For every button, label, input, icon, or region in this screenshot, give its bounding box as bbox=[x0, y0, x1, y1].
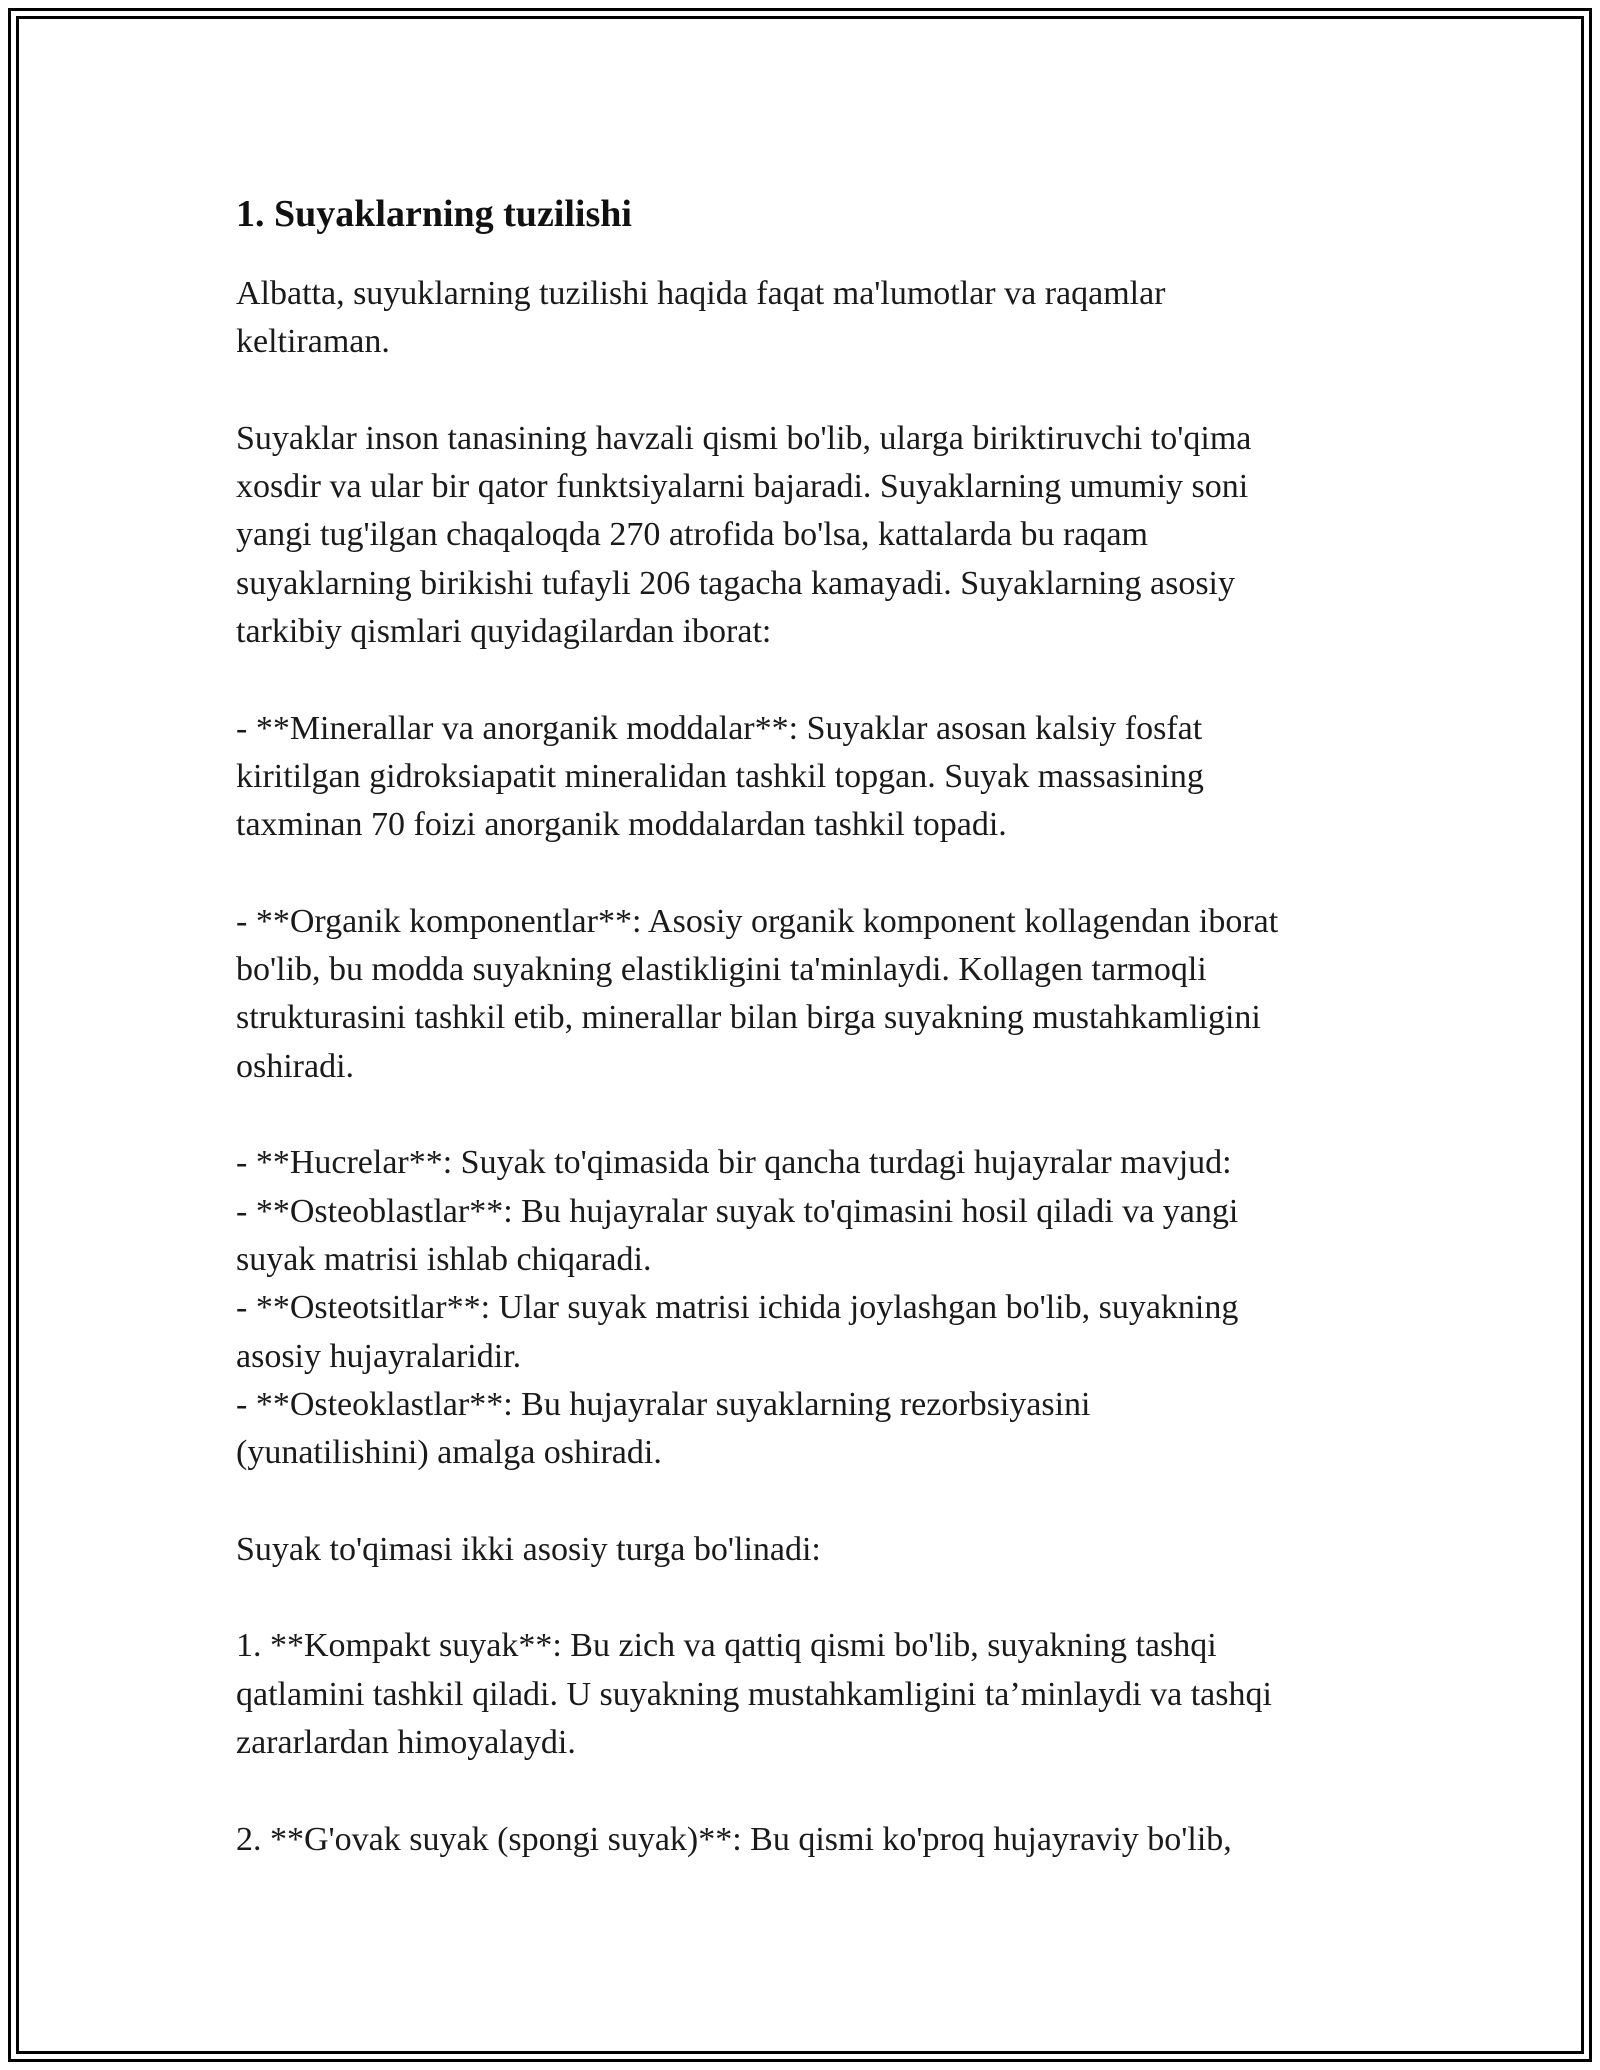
minerals-list-item: - **Minerallar va anorganik moddalar**: Suyaklar asosan kalsiy fosfat kiritilgan gidroksiapatit mineralidan tashkil topgan. Suyak massasining taxminan 70 foizi anorganik moddalardan tashkil topadi. bbox=[236, 709, 1204, 844]
organic-components-list-item: - **Organik komponentlar**: Asosiy organik komponent kollagendan iborat bo'lib, bu modda suyakning elastikligini ta'minlaydi. Kollagen tarmoqli strukturasini tashkil etib, minerallar bilan birga suyakning mustahkamligini oshiradi. bbox=[236, 902, 1279, 1085]
paragraph-gap bbox=[236, 1477, 1376, 1525]
paragraph-gap bbox=[236, 1091, 1376, 1139]
document-title: 1. Suyaklarning tuzilishi bbox=[236, 193, 632, 235]
spongy-bone-list-item: 2. **G'ovak suyak (spongi suyak)**: Bu qismi ko'proq hujayraviy bo'lib, bbox=[236, 1820, 1232, 1858]
cells-list-item: - **Hucrelar**: Suyak to'qimasida bir qancha turdagi hujayralar mavjud: - **Osteoblastlar**: Bu hujayralar suyak to'qimasini hosil qiladi va yangi suyak matrisi ishlab chiqaradi. - **Osteotsitlar**: Ular suyak matrisi ichida joylashgan bo'lib, suyakning asosiy hujayralaridir. - **Osteoklastlar**: Bu hujayralar suyaklarning rezorbsiyasini (yunatilishini) amalga oshiradi. bbox=[236, 1144, 1239, 1472]
compact-bone-list-item: 1. **Kompakt suyak**: Bu zich va qattiq qismi bo'lib, suyakning tashqi qatlamini tashkil qiladi. U suyakning mustahkamligini ta’minlaydi va tashqi zararlardan himoyalaydi. bbox=[236, 1627, 1272, 1761]
paragraph-gap bbox=[236, 367, 1376, 415]
document-body bbox=[236, 188, 1376, 1864]
intro-paragraph: Albatta, suyuklarning tuzilishi haqida faqat ma'lumotlar va raqamlar keltiraman. bbox=[236, 275, 1166, 361]
paragraph-gap bbox=[236, 656, 1376, 704]
bone-types-intro: Suyak to'qimasi ikki asosiy turga bo'linadi: bbox=[236, 1530, 821, 1568]
paragraph-gap bbox=[236, 1767, 1376, 1815]
paragraph-gap bbox=[236, 850, 1376, 898]
paragraph-gap bbox=[236, 1574, 1376, 1622]
bones-overview-paragraph: Suyaklar inson tanasining havzali qismi bo'lib, ularga biriktiruvchi to'qima xosdir va ular bir qator funktsiyalarni bajaradi. Suyaklarning umumiy soni yangi tug'ilgan chaqaloqda 270 atrofida bo'lsa, kattalarda bu raqam suyaklarning birikishi tufayli 206 tagacha kamayadi. Suyaklarning asosiy tarkibiy qismlari quyidagilardan iborat: bbox=[236, 419, 1252, 651]
